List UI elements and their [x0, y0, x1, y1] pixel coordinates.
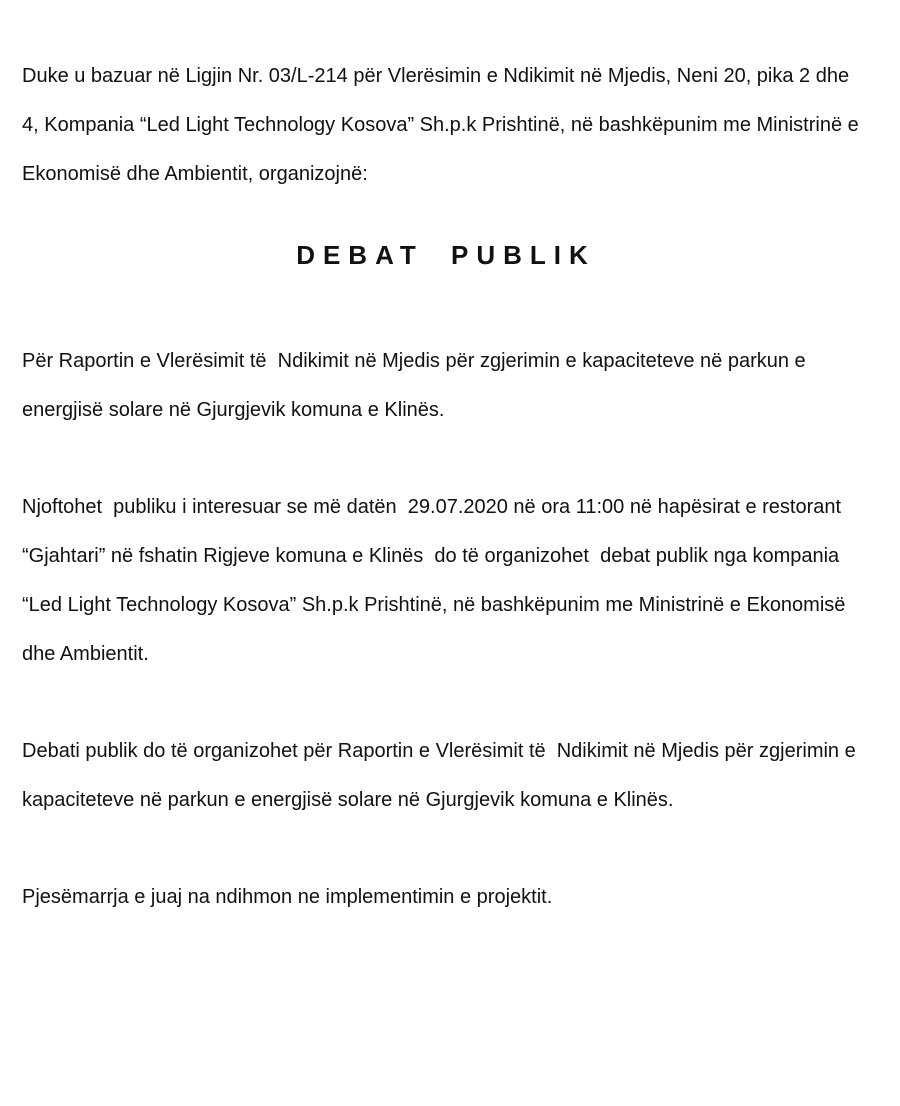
notice-paragraph: Njoftohet publiku i interesuar se më datën 29.07.2020 në ora 11:00 në hapësirat e restorant “Gjahtari” në fshatin Rigjeve komuna e Klinës do të organizohet debat publik nga kompania “Led Light Technology Kosova” Sh.p.k Prishtinë, në bashkëpunim me Ministrinë e Ekonomisë dhe Ambientit.: [22, 496, 851, 665]
purpose-paragraph: Debati publik do të organizohet për Raportin e Vlerësimit të Ndikimit në Mjedis për zgjerimin e kapaciteteve në parkun e energjisë solare në Gjurgjevik komuna e Klinës.: [22, 740, 862, 811]
intro-paragraph: Duke u bazuar në Ligjin Nr. 03/L-214 për Vlerësimin e Ndikimit në Mjedis, Neni 20, pika 2 dhe 4, Kompania “Led Light Technology Kosova” Sh.p.k Prishtinë, në bashkëpunim me Ministrinë e Ekonomisë dhe Ambientit, organizojnë:: [22, 65, 865, 185]
closing-paragraph: Pjesëmarrja e juaj na ndihmon ne implementimin e projektit.: [22, 886, 553, 908]
subject-paragraph: Për Raportin e Vlerësimit të Ndikimit në Mjedis për zgjerimin e kapaciteteve në parkun e energjisë solare në Gjurgjevik komuna e Klinës.: [22, 350, 812, 421]
document-title: DEBAT PUBLIK: [296, 240, 596, 270]
